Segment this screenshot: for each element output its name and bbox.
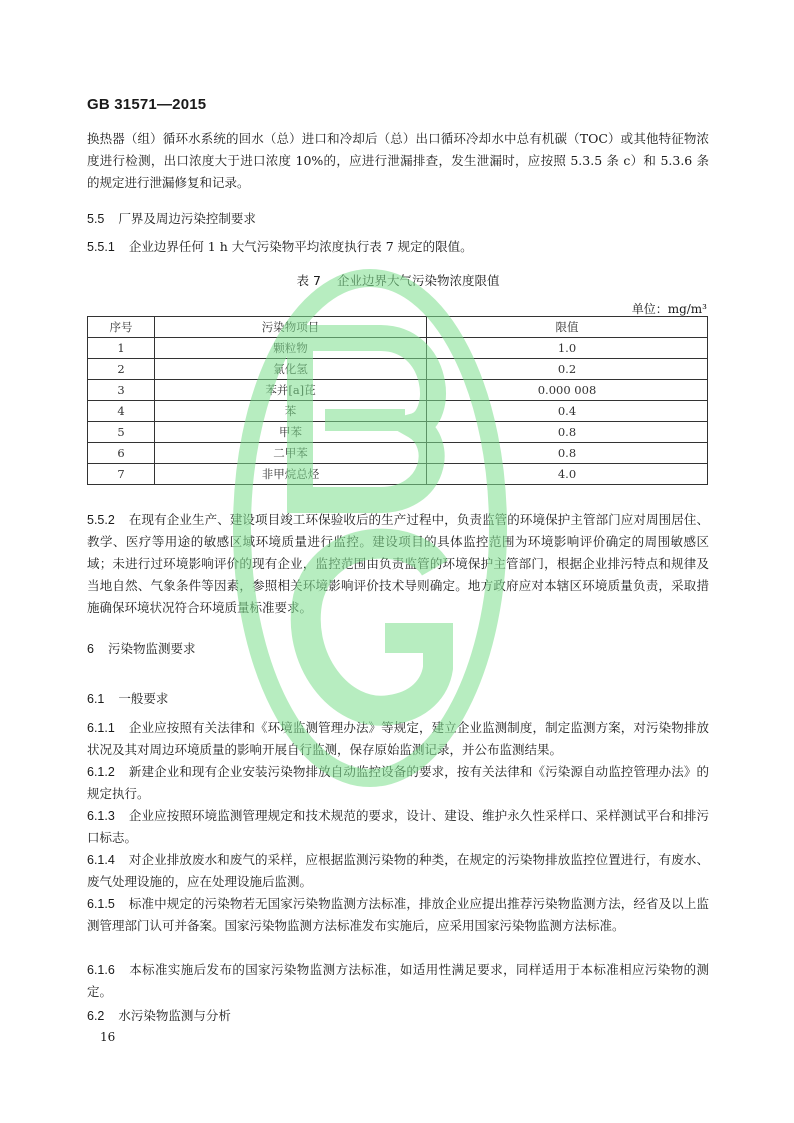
section-title: 水污染物监测与分析 [118,1008,231,1023]
section-title: 污染物监测要求 [107,641,196,656]
table-7 [87,316,708,485]
intro-paragraph: 换热器（组）循环水系统的回水（总）进口和冷却后（总）出口循环冷却水中总有机碳（TOC）或其他特征物浓度进行检测，出口浓度大于进口浓度 10%的，应进行泄漏排查，发生泄漏时，应按照 5.3.5 条 c）和 5.3.6 条的规定进行泄漏修复和记录。 [87,131,709,190]
clause-text: 标准中规定的污染物若无国家污染物监测方法标准，排放企业应提出推荐污染物监测方法，经省及以上监测管理部门认可并备案。国家污染物监测方法标准发布实施后，应采用国家污染物监测方法标准。 [87,896,709,933]
page-number: 16 [100,1030,116,1044]
table-row [88,443,708,464]
clause-6-1-3 [87,805,709,849]
section-number: 6 [87,642,94,656]
cell-index: 3 [88,380,155,401]
clause-text: 企业应按照环境监测管理规定和技术规范的要求，设计、建设、维护永久性采样口、采样测试平台和排污口标志。 [87,808,709,845]
header-pollutant: 污染物项目 [155,317,427,338]
section-number: 6.2 [87,1009,105,1023]
cell-limit: 0.000 008 [427,380,708,401]
cell-limit: 0.4 [427,401,708,422]
table-7-title [87,271,709,289]
section-title: 一般要求 [118,691,169,706]
clause-6-1-5 [87,893,709,937]
table-row [88,401,708,422]
clause-number: 6.1.5 [87,897,115,911]
clause-text: 在现有企业生产、建设项目竣工环保验收后的生产过程中，负责监管的环境保护主管部门应对周围居住、教学、医疗等用途的敏感区域环境质量进行监控。建设项目的具体监控范围为环境影响评价确定的周围敏感区域；未进行过环境影响评价的现有企业，监控范围由负责监管的环境保护主管部门，根据企业排污特点和规律及当地自然、气象条件等因素，参照相关环境影响评价技术导则确定。地方政府应对本辖区环境质量负责，采取措施确保环境状况符合环境质量标准要求。 [87,512,709,615]
cell-pollutant: 氯化氢 [155,359,427,380]
clause-number: 6.1.4 [87,853,115,867]
cell-index: 2 [88,359,155,380]
table-row [88,380,708,401]
clause-6-1-6 [87,959,709,1003]
cell-pollutant: 苯并[a]芘 [155,380,427,401]
cell-pollutant: 颗粒物 [155,338,427,359]
clause-text: 新建企业和现有企业安装污染物排放自动监控设备的要求，按有关法律和《污染源自动监控管理办法》的规定执行。 [87,764,709,801]
clause-number: 5.5.2 [87,513,115,527]
cell-pollutant: 二甲苯 [155,443,427,464]
cell-limit: 4.0 [427,464,708,485]
cell-pollutant: 非甲烷总烃 [155,464,427,485]
cell-limit: 1.0 [427,338,708,359]
cell-index: 4 [88,401,155,422]
section-6-2-heading [87,1006,231,1024]
cell-index: 1 [88,338,155,359]
section-5-5-heading [87,209,256,227]
standard-code: GB 31571—2015 [87,96,207,113]
cell-pollutant: 甲苯 [155,422,427,443]
clause-number: 6.1.6 [87,963,115,977]
clause-6-1-4 [87,849,709,893]
table-row [88,338,708,359]
section-6-1-heading [87,689,168,707]
clause-5-5-1 [87,236,709,258]
clause-5-5-2 [87,509,709,619]
section-number: 5.5 [87,212,105,226]
header-index: 序号 [88,317,155,338]
clause-number: 6.1.1 [87,721,115,735]
cell-limit: 0.8 [427,443,708,464]
clause-text: 企业应按照有关法律和《环境监测管理办法》等规定，建立企业监测制度，制定监测方案，对污染物排放状况及其对周边环境质量的影响开展自行监测，保存原始监测记录，并公布监测结果。 [87,720,709,757]
table-title-text: 企业边界大气污染物浓度限值 [336,273,500,288]
clause-6-1-1 [87,717,709,761]
clause-text: 对企业排放废水和废气的采样，应根据监测污染物的种类，在规定的污染物排放监控位置进行，有废水、废气处理设施的，应在处理设施后监测。 [87,852,709,889]
table-unit: 单位：mg/m³ [631,302,707,316]
clause-6-1-2 [87,761,709,805]
clause-text: 本标准实施后发布的国家污染物监测方法标准，如适用性满足要求，同样适用于本标准相应污染物的测定。 [87,962,709,999]
section-6-heading [87,639,195,657]
clause-number: 5.5.1 [87,240,115,254]
cell-index: 5 [88,422,155,443]
cell-limit: 0.2 [427,359,708,380]
table-row [88,359,708,380]
table-row [88,464,708,485]
section-number: 6.1 [87,692,105,706]
section-title: 厂界及周边污染控制要求 [118,211,256,226]
clause-number: 6.1.2 [87,765,115,779]
clause-number: 6.1.3 [87,809,115,823]
cell-index: 7 [88,464,155,485]
cell-index: 6 [88,443,155,464]
table-header-row [88,317,708,338]
table-row [88,422,708,443]
table-caption: 表 7 [296,273,321,288]
clause-text: 企业边界任何 1 h 大气污染物平均浓度执行表 7 规定的限值。 [128,239,473,254]
header-limit: 限值 [427,317,708,338]
cell-limit: 0.8 [427,422,708,443]
cell-pollutant: 苯 [155,401,427,422]
